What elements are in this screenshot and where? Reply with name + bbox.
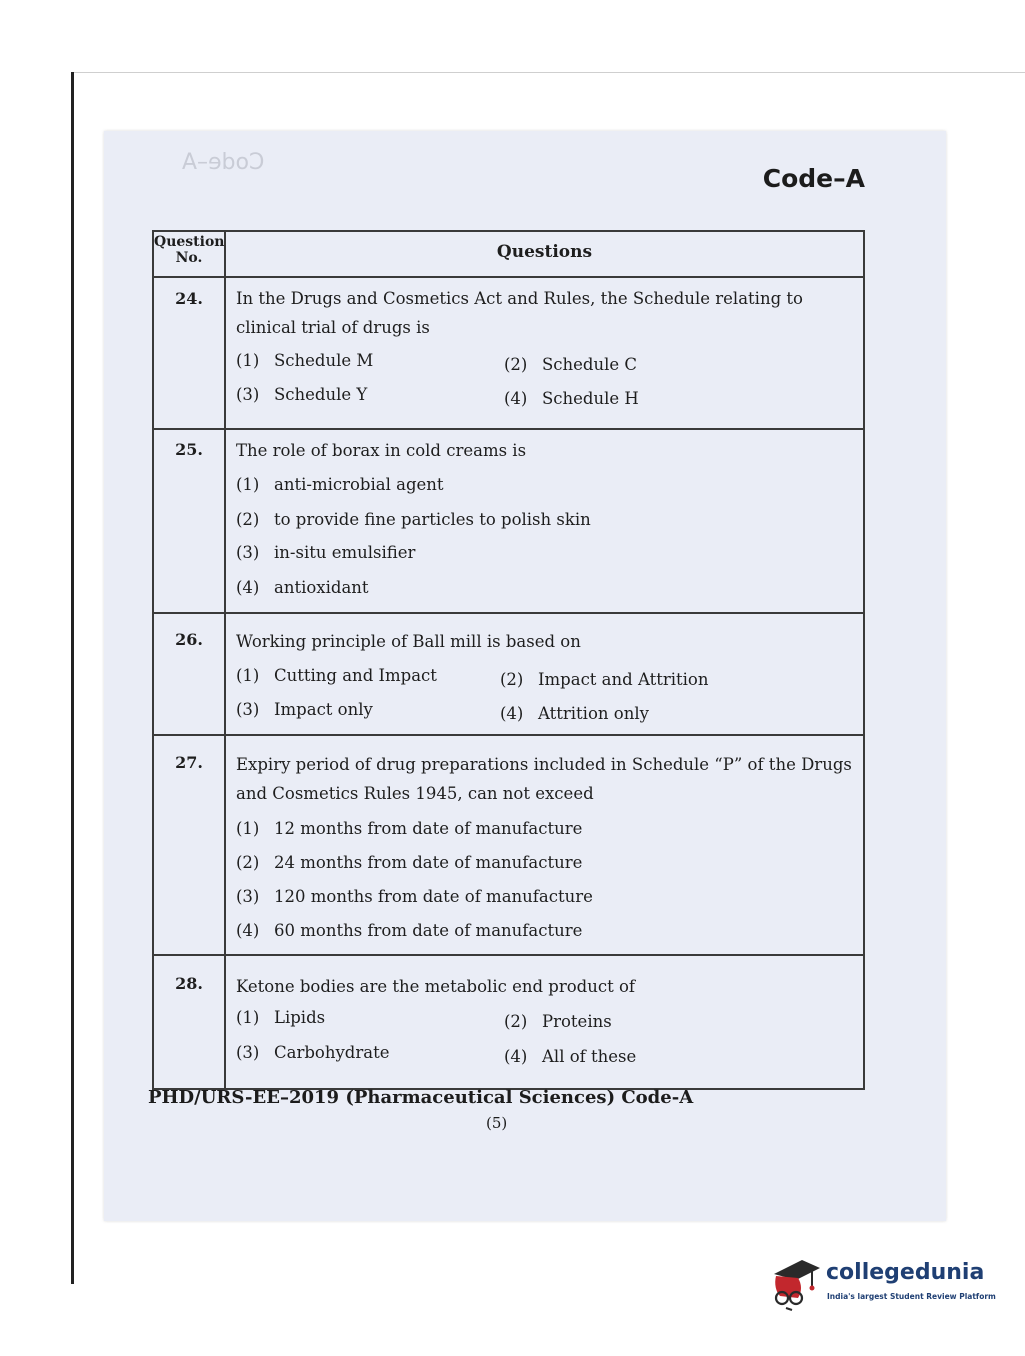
option-number: (4) [504,389,528,408]
option-text: Cutting and Impact [274,666,437,685]
option-text: Proteins [542,1012,612,1031]
option-text: in-situ emulsifier [274,543,416,562]
option-text: antioxidant [274,578,369,597]
option-number: (4) [236,921,260,940]
option [500,670,708,689]
option-number: (1) [236,666,260,685]
option [236,700,373,719]
question-number: 26. [175,630,203,649]
option-text: 12 months from date of manufacture [274,819,583,838]
question-text: The role of borax in cold creams is [236,441,527,460]
question-number: 27. [175,753,203,772]
option-number: (4) [504,1047,528,1066]
option [236,666,437,685]
option [236,578,369,597]
row-divider [154,276,863,278]
header-questions: Questions [496,242,593,262]
option-number: (3) [236,385,260,404]
option [500,704,649,723]
option [504,1047,636,1066]
option-number: (2) [500,670,524,689]
option-number: (1) [236,819,260,838]
option-text: Lipids [274,1008,326,1027]
option [236,510,591,529]
option-number: (1) [236,475,260,494]
option [236,351,373,370]
option [236,853,582,872]
option-text: Schedule C [542,355,638,374]
option-number: (2) [236,510,260,529]
option-number: (3) [236,543,260,562]
column-divider [224,232,226,1088]
option-number: (2) [504,1012,528,1031]
row-divider [154,428,863,430]
option-text: to provide fine particles to polish skin [274,510,591,529]
option-number: (1) [236,351,260,370]
option-text: Impact and Attrition [538,670,709,689]
option-text: Impact only [274,700,373,719]
option-text: Attrition only [538,704,649,723]
option-text: 24 months from date of manufacture [274,853,583,872]
option-text: 120 months from date of manufacture [274,887,593,906]
option-number: (4) [500,704,524,723]
question-table [152,230,865,1090]
question-number: 24. [175,289,203,308]
option [236,819,582,838]
option [236,887,593,906]
option-text: Schedule Y [274,385,368,404]
option-number: (2) [504,355,528,374]
option-number: (3) [236,887,260,906]
row-divider [154,734,863,736]
option [236,1043,389,1062]
question-text: Expiry period of drug preparations included in Schedule “P” of the Drugs and Cosmetics Rules 1945, can not exceed [236,755,852,803]
bleed-through-text: Code–A [182,150,265,175]
question-text: In the Drugs and Cosmetics Act and Rules, the Schedule relating to clinical trial of drugs is [236,289,803,337]
option [236,475,444,494]
option-text: Schedule H [542,389,639,408]
option [236,921,582,940]
option [504,355,637,374]
question-number: 28. [175,974,203,993]
option-text: 60 months from date of manufacture [274,921,583,940]
option [504,389,639,408]
option [236,1008,325,1027]
row-divider [154,612,863,614]
option-text: anti-microbial agent [274,475,444,494]
option-text: Schedule M [274,351,374,370]
option-text: All of these [542,1047,637,1066]
collegedunia-logo-icon [768,1254,824,1316]
question-number: 25. [175,440,203,459]
question-text: Ketone bodies are the metabolic end product of [236,977,636,996]
option-number: (2) [236,853,260,872]
option-number: (3) [236,1043,260,1062]
option-number: (4) [236,578,260,597]
page-number: (5) [486,1114,508,1132]
scan-edge-left [71,72,74,1284]
header-question-no: Question No. [154,234,225,266]
option [236,543,415,562]
option-text: Carbohydrate [274,1043,390,1062]
option-number: (1) [236,1008,260,1027]
option [236,385,367,404]
collegedunia-tagline: India's largest Student Review Platform [827,1292,996,1301]
paper-footer: PHD/URS-EE–2019 (Pharmaceutical Sciences) Code-A [148,1087,694,1108]
scan-edge-top [71,72,1025,73]
collegedunia-brand: collegedunia [826,1260,985,1285]
paper-code-label: Code–A [762,164,865,193]
option-number: (3) [236,700,260,719]
option [504,1012,612,1031]
row-divider [154,954,863,956]
question-text: Working principle of Ball mill is based on [236,632,581,651]
collegedunia-watermark [768,1254,998,1314]
